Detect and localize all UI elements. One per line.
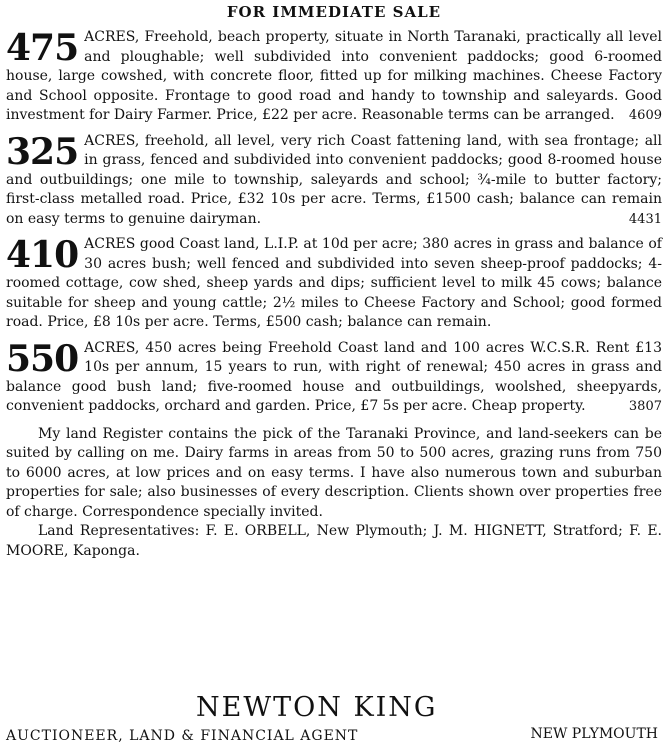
advertiser-footer (6, 692, 660, 752)
listing-acreage: 475 (6, 27, 79, 69)
listing-ref-number: 4609 (628, 108, 662, 123)
listing-ref-number: 3807 (628, 399, 662, 414)
listing-325 (6, 132, 662, 230)
listing-acreage: 325 (6, 130, 79, 173)
listing-410 (6, 235, 662, 333)
land-representatives: Land Representatives: F. E. ORBELL, New Plymouth; J. M. HIGNETT, Stratford; F. E. MOORE, Kaponga. (6, 523, 662, 559)
firm-title: AUCTIONEER, LAND & FINANCIAL AGENT (6, 728, 359, 744)
listing-550 (6, 339, 662, 417)
listing-description: ACRES, Freehold, beach property, situate in North Taranaki, practically all level and ploughable; well subdivided into convenient paddocks; good 6-roomed house, large cowshed, with concrete floor, fitted up for milking machines. Cheese Factory and School opposite. Frontage to good road and handy to township and saleyards. Good investment for Dairy Farmer. Price, £22 per acre. Reasonable terms can be arranged. (6, 29, 662, 123)
listing-acreage: 410 (6, 234, 79, 276)
firm-name: NEWTON KING (196, 692, 438, 723)
listing-description: ACRES, freehold, all level, very rich Coast fattening land, with sea frontage; all in grass, fenced and subdivided into convenient paddocks; good 8-roomed house and outbuildings; one mile to township, saleyards and school; ¾-mile to butter factory; first-class metalled road. Price, £32 10s per acre. Terms, £1500 cash; balance can remain on easy terms to genuine dairyman. (6, 132, 662, 227)
firm-location: NEW PLYMOUTH (530, 726, 658, 742)
land-register-paragraph: My land Register contains the pick of the Taranaki Province, and land-seekers can be suited by calling on me. Dairy farms in areas from 50 to 500 acres, grazing runs from 750 to 6000 acres, at low prices and on easy terms. I have also numerous town and suburban properties for sale; also businesses of every description. Clients shown over properties free of charge. Correspondence specially invited. (6, 425, 662, 520)
ad-heading: FOR IMMEDIATE SALE (226, 3, 442, 21)
listing-description: ACRES, 450 acres being Freehold Coast land and 100 acres W.C.S.R. Rent £13 10s per annum, 15 years to run, with right of renewal; 450 acres in grass and balance good bush land; five-roomed house and outbuildings, woolshed, sheepyards, convenient paddocks, orchard and garden. Price, £7 5s per acre. Cheap property. (6, 339, 662, 414)
listing-acreage: 550 (6, 337, 79, 380)
listing-475 (6, 28, 662, 126)
listing-ref-number: 4431 (628, 211, 662, 227)
listing-description: ACRES good Coast land, L.I.P. at 10d per acre; 380 acres in grass and balance of 30 acres bush; well fenced and subdivided into seven sheep-proof paddocks; 4-roomed cottage, cow shed, sheep yards and dips; sufficient level to milk 45 cows; balance suitable for sheep and young cattle; 2½ miles to Cheese Factory and School; good formed road. Price, £8 10s per acre. Terms, £500 cash; balance can remain. (6, 236, 662, 330)
